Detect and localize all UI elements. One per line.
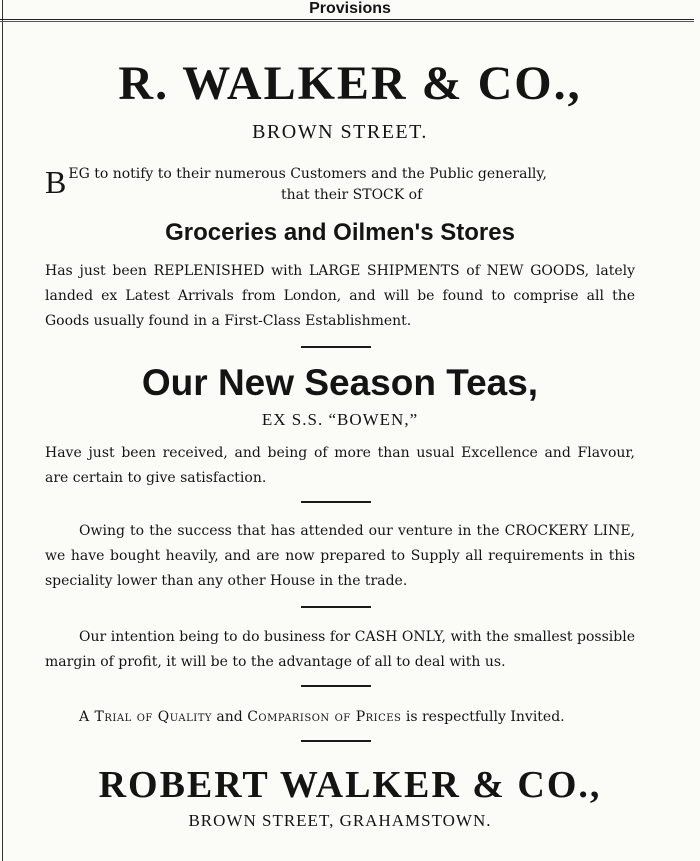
groceries-heading: Groceries and Oilmen's Stores	[165, 219, 515, 246]
footer-firm-name: ROBERT WALKER & CO.,	[98, 764, 602, 806]
divider-rule	[301, 685, 371, 687]
cash-paragraph: Our intention being to do business for CASH ONLY, with the smallest possible margin of profit, it will be to the advantage of all to deal with us.	[45, 629, 635, 670]
trial-ending: is respectfully Invited.	[401, 709, 565, 725]
replenish-paragraph: Has just been REPLENISHED with LARGE SHIPMENTS of NEW GOODS, lately landed ex Latest Arrivals from London, and will be found to comprise all the Goods usually found in a First-Class Establishment.	[45, 263, 635, 329]
trial-paragraph	[45, 705, 635, 730]
intro-paragraph	[45, 163, 635, 205]
divider-rule	[301, 501, 371, 503]
header-rule	[0, 19, 694, 20]
intro-line-2: that their STOCK of	[281, 187, 423, 203]
trial-joiner: and	[211, 709, 248, 725]
drop-cap: B	[45, 164, 67, 200]
divider-rule	[301, 740, 371, 742]
teas-paragraph: Have just been received, and being of more than usual Excellence and Flavour, are certain to give satisfaction.	[45, 445, 635, 486]
divider-rule	[301, 606, 371, 608]
divider-rule	[301, 346, 371, 348]
ship-name-line: EX S.S. “BOWEN,”	[261, 410, 419, 429]
crockery-paragraph: Owing to the success that has attended our venture in the CROCKERY LINE, we have bought heavily, and are now prepared to Supply all requirements in this speciality lower than any other House in the trade.	[45, 523, 635, 589]
header-rule-thin	[0, 21, 694, 22]
footer-address: BROWN STREET, GRAHAMSTOWN.	[188, 811, 492, 830]
teas-heading: Our New Season Teas,	[141, 362, 539, 403]
trial-phrase: A Trial of Quality	[79, 709, 212, 725]
intro-line-1: EG to notify to their numerous Customers and the Public generally,	[68, 166, 547, 182]
street-line: BROWN STREET.	[252, 121, 428, 143]
section-title: Provisions	[309, 0, 391, 17]
firm-name-heading: R. WALKER & CO.,	[118, 57, 582, 110]
comparison-phrase: Comparison of Prices	[247, 709, 402, 725]
